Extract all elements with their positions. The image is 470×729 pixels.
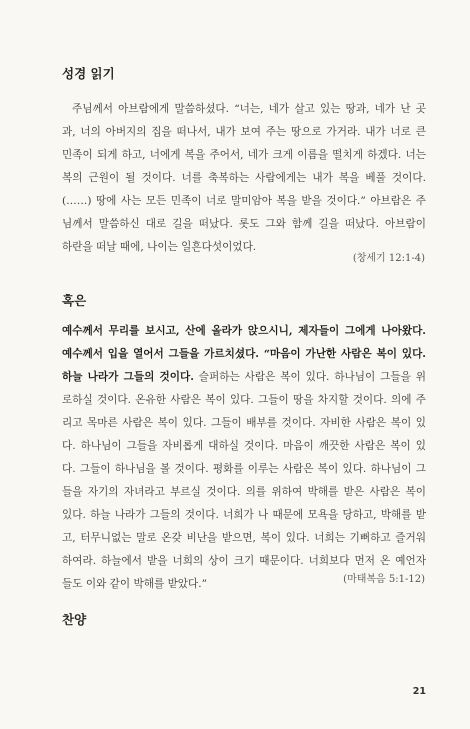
contemplation-line	[62, 366, 426, 389]
contemplation-line: 고, 터무니없는 말로 온갖 비난을 받으면, 복이 있다. 너희는 기뻐하고 즐거워	[62, 532, 426, 544]
reading-line: 과, 너의 아버지의 집을 떠나서, 내가 보여 주는 땅으로 가거라. 내가 너로 큰	[62, 126, 426, 138]
page-number: 21	[412, 686, 426, 697]
contemplation-line: 다. 하나님이 그들을 자비롭게 대하실 것이다. 마음이 깨끗한 사람은 복이 있	[62, 440, 426, 452]
contemplation-line: 들을 자기의 자녀라고 부르실 것이다. 의를 위하여 박해를 받은 사람은 복이	[62, 486, 426, 498]
reading-line: 민족이 되게 하고, 너에게 복을 주어서, 네가 크게 이름을 떨치게 하겠다. 너는	[62, 149, 426, 161]
contemplation-line: 예수께서 무리를 보시고, 산에 올라가 앉으시니, 제자들이 그에게 나아왔다.	[62, 325, 426, 337]
reading-line: 주님께서 아브람에게 말씀하셨다. “너는, 네가 살고 있는 땅과, 네가 난 곳	[72, 103, 426, 115]
contemplation-paragraph	[62, 320, 426, 596]
contemplation-line: 로하실 것이다. 온유한 사람은 복이 있다. 그들이 땅을 차지할 것이다. 의에 주	[62, 394, 426, 406]
reading-line: 하란을 떠날 때에, 나이는 일흔다섯이었다.	[62, 241, 257, 253]
contemplation-line: 다. 그들이 하나님을 볼 것이다. 평화를 이루는 사람은 복이 있다. 하나님이 그	[62, 463, 426, 475]
reading-paragraph	[62, 98, 426, 259]
contemplation-line: 하여라. 하늘에서 받을 너희의 상이 크기 때문이다. 너희보다 먼저 온 예언자	[62, 555, 426, 567]
section-title-praise: 찬양	[62, 612, 87, 627]
contemplation-bold-fragment: 하늘 나라가 그들의 것이다.	[62, 371, 194, 383]
contemplation-fragment: 슬퍼하는 사람은 복이 있다. 하나님이 그들을 위	[193, 371, 426, 383]
section-title-contemplation: 혹은	[62, 293, 87, 308]
contemplation-line: 리고 목마른 사람은 복이 있다. 그들이 배부를 것이다. 자비한 사람은 복이 있	[62, 417, 426, 429]
contemplation-line: 예수께서 입을 열어서 그들을 가르치셨다. “마음이 가난한 사람은 복이 있다.	[62, 348, 426, 360]
contemplation-citation: (마태복음 5:1-12)	[343, 574, 425, 585]
section-title-reading: 성경 읽기	[62, 66, 115, 81]
contemplation-line: 들도 이와 같이 박해를 받았다.”	[62, 578, 208, 590]
reading-line: 님께서 말씀하신 대로 길을 떠났다. 롯도 그와 함께 길을 떠났다. 아브람이	[62, 218, 426, 230]
reading-line: (……) 땅에 사는 모든 민족이 너로 말미암아 복을 받을 것이다.” 아브람은 주	[62, 195, 426, 207]
contemplation-line: 있다. 하늘 나라가 그들의 것이다. 너희가 나 때문에 모욕을 당하고, 박해를 받	[62, 509, 426, 521]
reading-line: 복의 근원이 될 것이다. 너를 축복하는 사람에게는 내가 복을 베풀 것이다.	[62, 172, 426, 184]
reading-citation: (창세기 12:1-4)	[352, 253, 425, 264]
